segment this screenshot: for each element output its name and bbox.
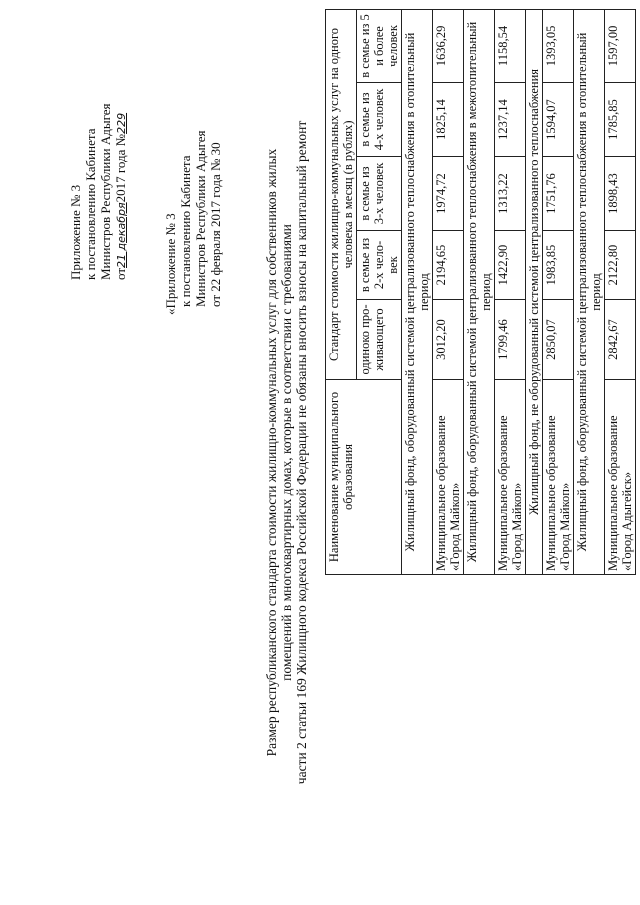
- standards-table: [325, 9, 636, 575]
- subcolumn-header: в семье из 5 и более человек: [357, 9, 402, 82]
- table-header-row: [326, 9, 357, 574]
- document-title-line-1: Размер республиканского стандарта стоимости жилищно-коммунальных услуг для собственников жилых: [264, 148, 279, 757]
- document-title-line-3: части 2 статьи 169 Жилищного кодекса Российской Федерации не обязаны вносить взносы на капитальный ремонт: [294, 120, 309, 785]
- value-cell: 1898,43: [605, 157, 636, 231]
- appendix-number-handwritten: 229: [115, 112, 128, 134]
- section-row: [526, 9, 543, 574]
- municipality-name: Муниципальное образование «Город Адыгейск»: [605, 380, 636, 575]
- column-header-municipality: Наименование муниципального образования: [326, 380, 402, 575]
- appendix-date-prefix: от: [113, 267, 128, 280]
- subcolumn-header: в семье из 3-х человек: [357, 157, 402, 231]
- value-cell: 3012,20: [433, 300, 464, 380]
- subcolumn-header: в семье из 4-х человек: [357, 83, 402, 157]
- value-cell: 1785,85: [605, 83, 636, 157]
- old-appendix-line-4: от 22 февраля 2017 года № 30: [208, 142, 223, 307]
- value-cell: 2194,65: [433, 231, 464, 300]
- value-cell: 1594,07: [543, 83, 574, 157]
- municipality-name: Муниципальное образование «Город Майкоп»: [433, 380, 464, 575]
- value-cell: 2842,67: [605, 300, 636, 380]
- value-cell: 1237,14: [495, 83, 526, 157]
- municipality-name: Муниципальное образование «Город Майкоп»: [543, 380, 574, 575]
- value-cell: 1158,54: [495, 9, 526, 82]
- subcolumn-header: одиноко про-живающего: [357, 300, 402, 380]
- value-cell: 1393,05: [543, 9, 574, 82]
- section-title: Жилищный фонд, оборудованный системой централизованного теплоснабжения в межотопительный период: [464, 9, 495, 574]
- value-cell: 1636,29: [433, 9, 464, 82]
- value-cell: 1313,22: [495, 157, 526, 231]
- old-appendix-line-2: к постановлению Кабинета: [178, 155, 193, 307]
- appendix-line-3: Министров Республики Адыгея: [98, 103, 113, 280]
- municipality-name: Муниципальное образование «Город Майкоп»: [495, 380, 526, 575]
- value-cell: 1597,00: [605, 9, 636, 82]
- appendix-date-year: 2017 года №: [113, 133, 128, 203]
- appendix-line-2: к постановлению Кабинета: [83, 128, 98, 280]
- appendix-number: Приложение № 3: [68, 184, 83, 280]
- value-cell: 1974,72: [433, 157, 464, 231]
- column-header-standard: Стандарт стоимости жилищно-коммунальных услуг на одного человека в месяц (в рублях): [326, 9, 357, 379]
- value-cell: 1799,46: [495, 300, 526, 380]
- value-cell: 1751,76: [543, 157, 574, 231]
- section-row: [574, 9, 605, 574]
- section-row: [464, 9, 495, 574]
- value-cell: 2850,07: [543, 300, 574, 380]
- table-row: [543, 9, 574, 574]
- table-row: [605, 9, 636, 574]
- old-appendix-number: «Приложение № 3: [163, 213, 178, 315]
- appendix-date-handwritten: 21 декабря: [115, 202, 128, 268]
- old-appendix-line-3: Министров Республики Адыгея: [193, 130, 208, 307]
- section-title: Жилищный фонд, не оборудованный системой централизованного теплоснабжения: [526, 9, 543, 574]
- document-title-line-2: помещений в многоквартирных домах, которые в соответствии с требованиями: [279, 224, 294, 681]
- value-cell: 1825,14: [433, 83, 464, 157]
- value-cell: 2122,80: [605, 231, 636, 300]
- section-row: [402, 9, 433, 574]
- table-row: [433, 9, 464, 574]
- value-cell: 1983,85: [543, 231, 574, 300]
- subcolumn-header: в семье из 2-х чело-век: [357, 231, 402, 300]
- section-title: Жилищный фонд, оборудованный системой централизованного теплоснабжения в отопительный период: [574, 9, 605, 574]
- table-row: [495, 9, 526, 574]
- appendix-line-4: [113, 113, 129, 280]
- value-cell: 1422,90: [495, 231, 526, 300]
- section-title: Жилищный фонд, оборудованный системой централизованного теплоснабжения в отопительный период: [402, 9, 433, 574]
